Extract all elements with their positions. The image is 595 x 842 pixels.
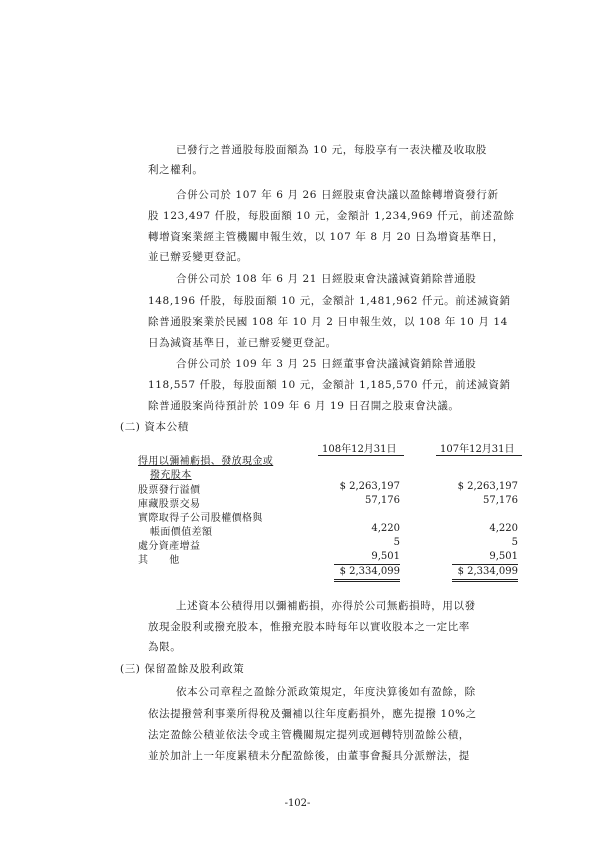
text-line: 上述資本公積得用以彌補虧損，亦得於公司無虧損時，用以發 (176, 600, 476, 612)
text-line: 148,196 仟股，每股面額 10 元，金額計 1,481,962 仟元。前述減資銷 (148, 295, 511, 307)
text-line: 法定盈餘公積並依法令或主管機關規定提列或迴轉特別盈餘公積， (148, 729, 470, 741)
table-cell: 9,501 (489, 551, 518, 562)
header-rule (436, 455, 522, 456)
text-line: 為限。 (148, 641, 182, 653)
text-line: 放現金股利或撥充股本，惟撥充股本時每年以實收股本之一定比率 (148, 621, 470, 633)
text-line: 並於加計上一年度累積未分配盈餘後，由董事會擬具分派辦法，提 (148, 750, 470, 762)
text-line: 合併公司於 109 年 3 月 25 日經董事會決議減資銷除普通股 (176, 358, 477, 370)
text-line: 除普通股案尚待預計於 109 年 6 月 19 日召開之股東會決議。 (148, 400, 460, 412)
column-header: 108年12月31日 (322, 444, 397, 455)
page-number: -102- (284, 798, 311, 809)
table-group-label: 得用以彌補虧損、發放現金或 (138, 456, 274, 467)
text-line: 轉增資案業經主管機關申報生效，以 107 年 8 月 20 日為增資基準日， (148, 231, 504, 243)
text-line: 並已辦妥變更登記。 (148, 251, 248, 263)
text-line: 利之權利。 (148, 164, 204, 176)
table-cell: 4,220 (371, 523, 400, 534)
table-row-label: 實際取得子公司股權價格與 (138, 513, 263, 524)
table-cell: $ 2,263,197 (339, 481, 400, 492)
table-cell: $ 2,263,197 (457, 481, 518, 492)
total-double-rule (334, 579, 400, 580)
text-line: 依法提撥營利事業所得稅及彌補以往年度虧損外，應先提撥 10%之 (148, 708, 477, 720)
table-row-label: 處分資產增益 (138, 541, 201, 552)
table-row-label: 帳面價值差額 (150, 527, 213, 538)
text-line: 股 123,497 仟股，每股面額 10 元，金額計 1,234,969 仟元，前述盈餘 (148, 210, 515, 222)
table-total: $ 2,334,099 (457, 566, 518, 577)
text-line: 已發行之普通股每股面額為 10 元，每股享有一表決權及收取股 (176, 144, 488, 156)
subtotal-rule (334, 564, 400, 565)
text-line: 合併公司於 107 年 6 月 26 日經股東會決議以盈餘轉增資發行新 (176, 189, 499, 201)
table-cell: 4,220 (489, 523, 518, 534)
total-double-rule (452, 581, 518, 582)
subtotal-rule (452, 564, 518, 565)
table-group-label: 撥充股本 (150, 470, 192, 481)
table-cell: 9,501 (371, 551, 400, 562)
text-line: 日為減資基準日，並已辦妥變更登記。 (148, 337, 337, 349)
header-rule (318, 455, 404, 456)
total-double-rule (334, 581, 400, 582)
text-line: 合併公司於 108 年 6 月 21 日經股東會決議減資銷除普通股 (176, 273, 477, 285)
table-cell: 5 (511, 537, 518, 548)
column-header: 107年12月31日 (440, 444, 515, 455)
section-heading: (二) 資本公積 (120, 421, 189, 433)
table-row-label: 其 他 (138, 555, 180, 566)
table-cell: 57,176 (365, 495, 400, 506)
section-heading: (三) 保留盈餘及股利政策 (120, 663, 245, 675)
table-total: $ 2,334,099 (339, 566, 400, 577)
table-row-label: 股票發行溢價 (138, 485, 201, 496)
text-line: 依本公司章程之盈餘分派政策規定，年度決算後如有盈餘，除 (176, 686, 476, 698)
table-row-label: 庫藏股票交易 (138, 499, 201, 510)
text-line: 118,557 仟股，每股面額 10 元，金額計 1,185,570 仟元，前述減資銷 (148, 379, 511, 391)
table-cell: 5 (393, 537, 400, 548)
table-cell: 57,176 (483, 495, 518, 506)
total-double-rule (452, 579, 518, 580)
text-line: 除普通股案業於民國 108 年 10 月 2 日申報生效，以 108 年 10 月 14 (148, 316, 508, 328)
